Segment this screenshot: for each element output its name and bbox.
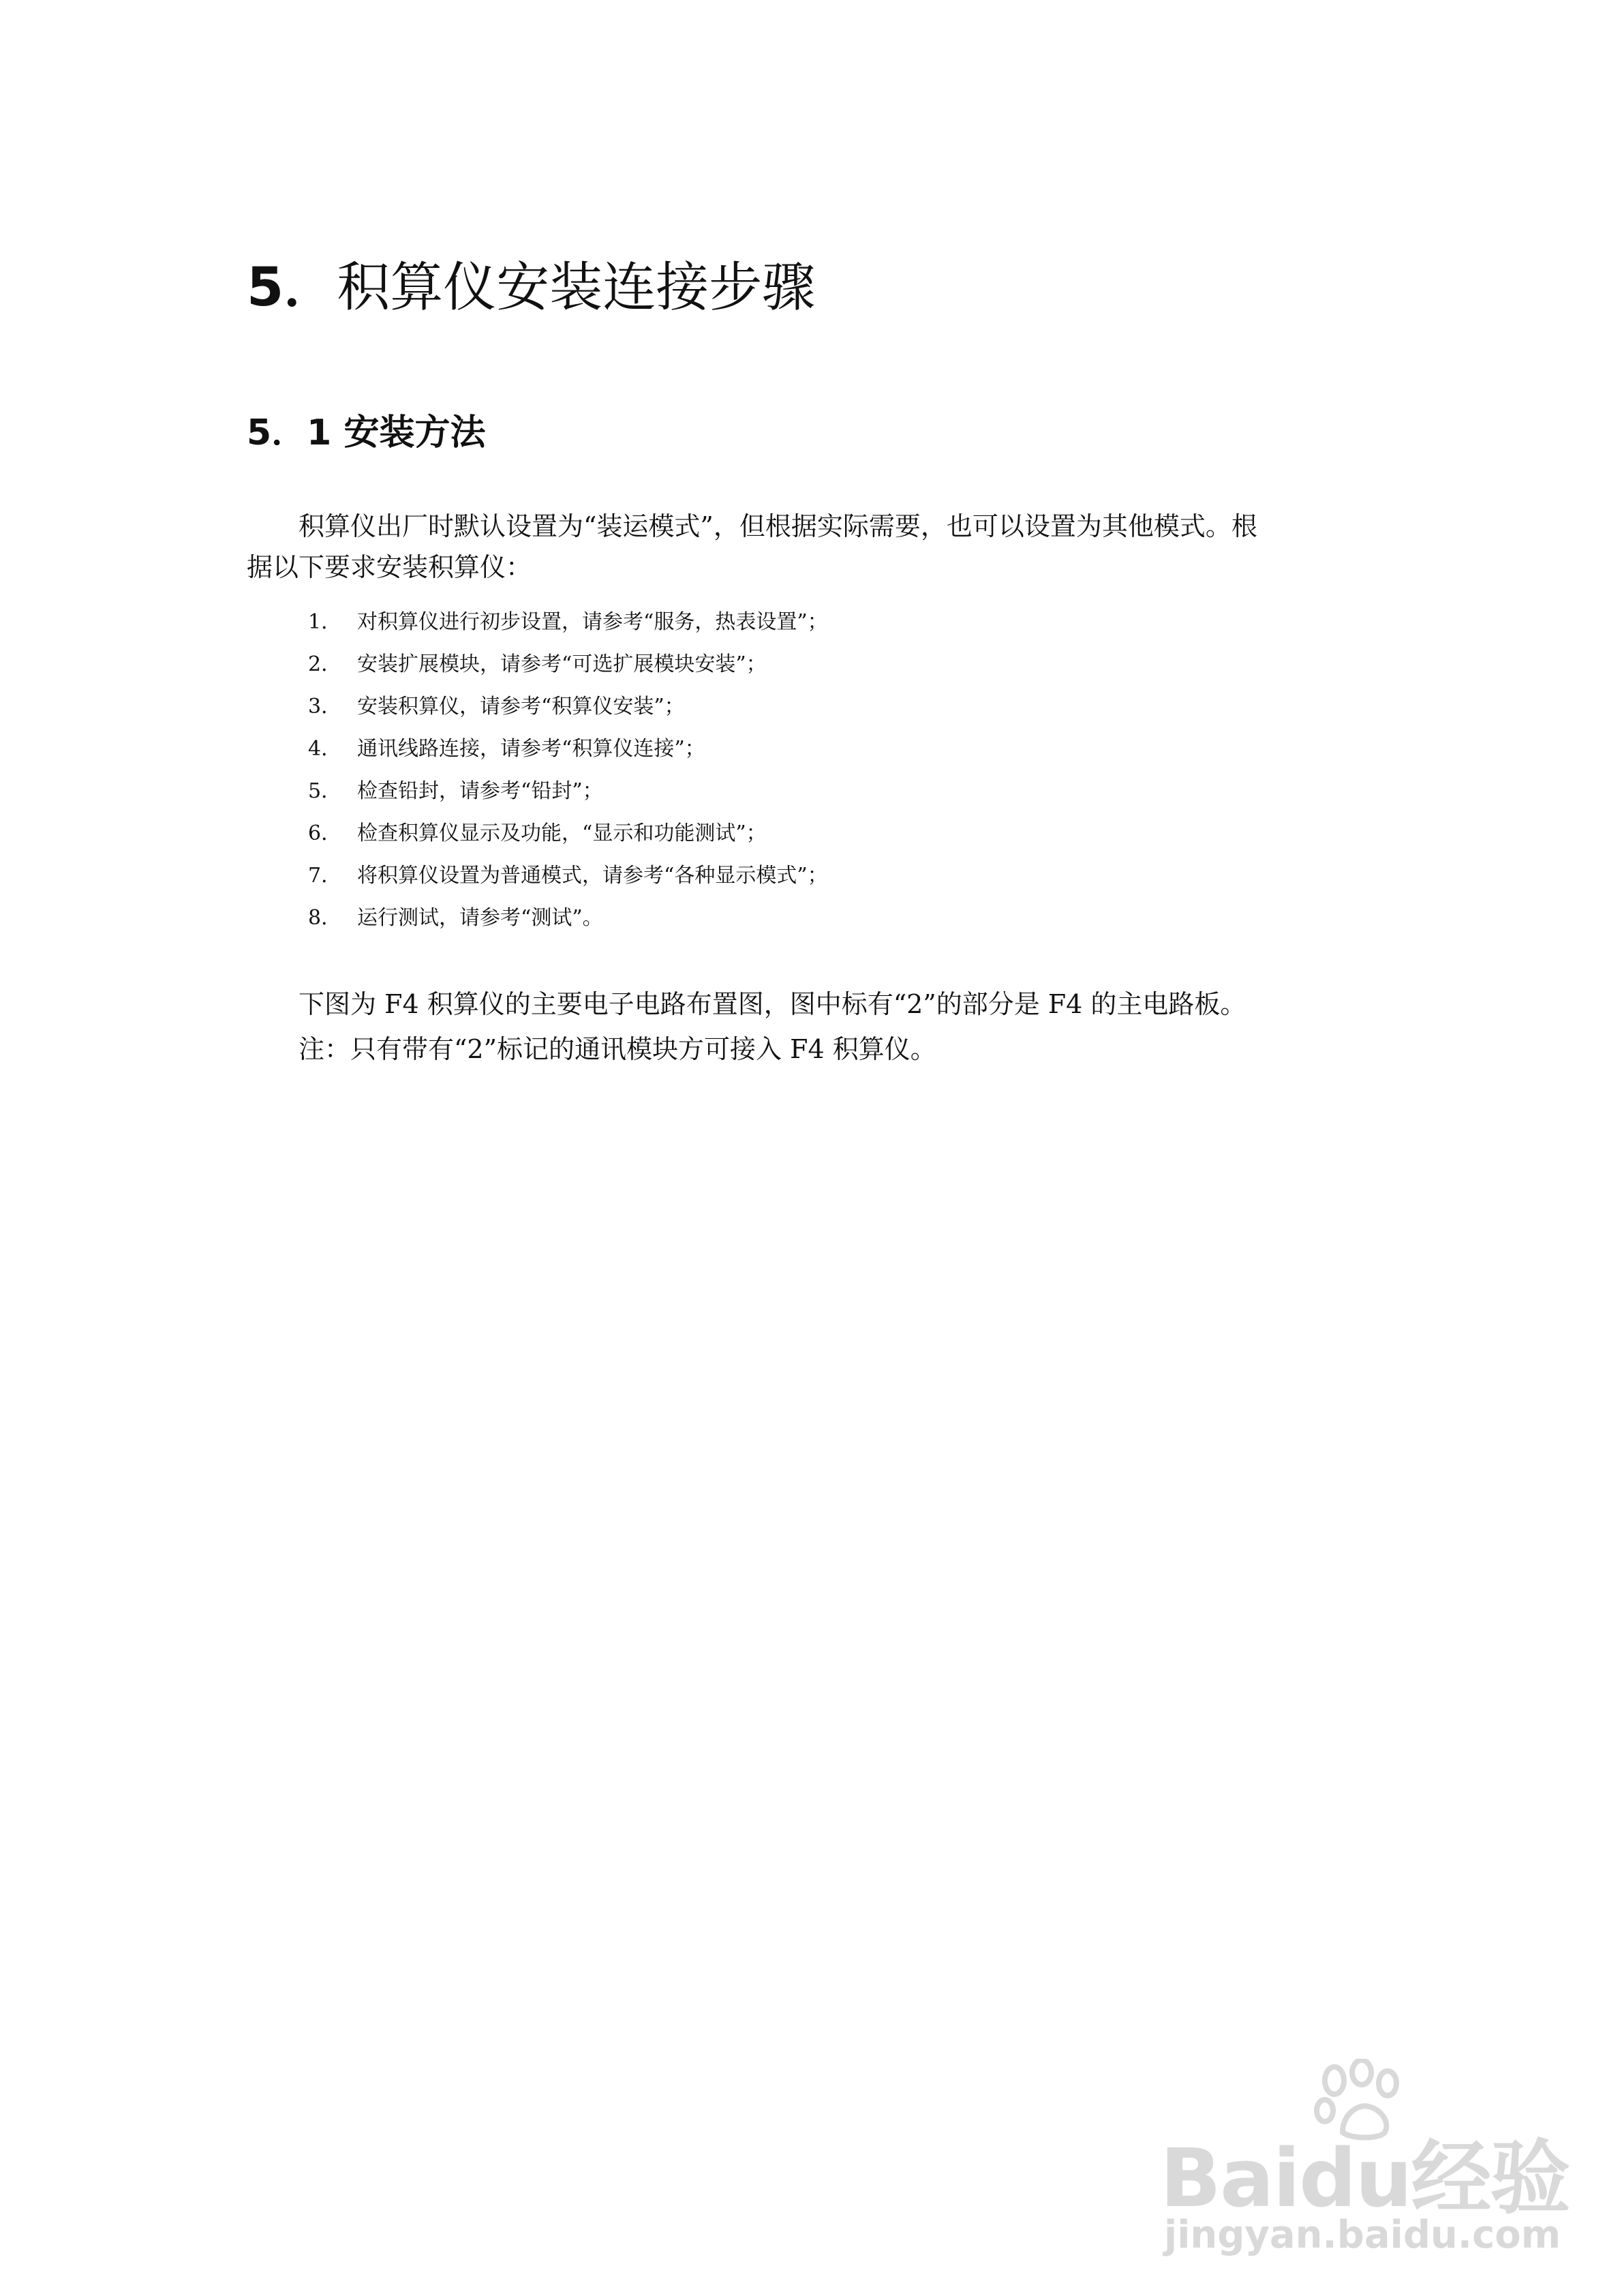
step-text: 安装积算仪，请参考“积算仪安装”；	[357, 695, 685, 719]
step-text: 对积算仪进行初步设置，请参考“服务，热表设置”；	[357, 610, 828, 634]
step-item	[308, 770, 828, 813]
section-heading: 5．1 安装方法	[247, 412, 486, 453]
note-line-2: 注：只有带有“2”标记的通讯模块方可接入 F4 积算仪。	[299, 1034, 936, 1064]
step-item	[308, 813, 828, 855]
installation-steps-list	[308, 601, 828, 939]
step-text: 运行测试，请参考“测试”。	[357, 906, 603, 930]
chapter-title: 积算仪安装连接步骤	[337, 257, 816, 318]
step-number: 2．	[308, 652, 342, 676]
chapter-heading	[247, 254, 815, 322]
step-text: 检查积算仪显示及功能，“显示和功能测试”；	[357, 821, 767, 845]
step-number: 8．	[308, 906, 342, 930]
step-number: 1．	[308, 610, 342, 634]
circuit-note	[299, 982, 1246, 1072]
step-text: 通讯线路连接，请参考“积算仪连接”；	[357, 737, 705, 761]
step-item	[308, 897, 828, 939]
intro-line-2: 据以下要求安装积算仪：	[247, 552, 532, 582]
step-number: 6．	[308, 821, 342, 845]
baidu-jingyan-watermark	[1152, 2059, 1570, 2263]
step-text: 安装扩展模块，请参考“可选扩展模块安装”；	[357, 652, 767, 676]
watermark-brand: Baidu经验	[1160, 2131, 1570, 2225]
step-text: 检查铅封，请参考“铅封”；	[357, 779, 603, 803]
note-line-1: 下图为 F4 积算仪的主要电子电路布置图，图中标有“2”的部分是 F4 的主电路板。	[299, 989, 1246, 1019]
step-text: 将积算仪设置为普通模式，请参考“各种显示模式”；	[357, 864, 828, 888]
step-item	[308, 728, 828, 770]
step-number: 3．	[308, 695, 342, 719]
step-number: 4．	[308, 737, 342, 761]
chapter-number: 5．	[247, 257, 337, 318]
intro-paragraph	[247, 506, 1392, 588]
step-number: 5．	[308, 779, 342, 803]
step-number: 7．	[308, 864, 342, 888]
step-item	[308, 644, 828, 686]
step-item	[308, 855, 828, 897]
step-item	[308, 601, 828, 644]
watermark-url: jingyan.baidu.com	[1164, 2213, 1561, 2257]
step-item	[308, 686, 828, 728]
intro-line-1: 积算仪出厂时默认设置为“装运模式”，但根据实际需要，也可以设置为其他模式。根	[299, 511, 1257, 541]
